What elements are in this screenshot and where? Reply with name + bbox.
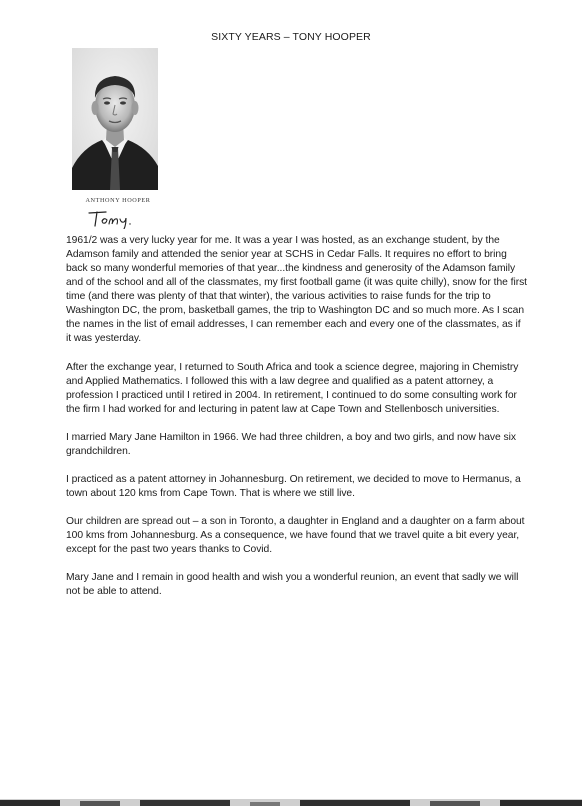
letter-body (66, 234, 528, 613)
portrait-photo (72, 48, 158, 190)
handwritten-signature (80, 207, 160, 229)
paragraph: I married Mary Jane Hamilton in 1966. We had three children, a boy and two girls, and now have six grandchildren. (66, 432, 516, 457)
scan-edge-strip (0, 793, 582, 800)
paragraph: I practiced as a patent attorney in Johannesburg. On retirement, we decided to move to Hermanus, a town about 120 kms from Cape Town. That is where we still live. (66, 474, 521, 499)
paragraph: Mary Jane and I remain in good health and wish you a wonderful reunion, an event that sadly we will not be able to attend. (66, 572, 519, 597)
paragraph: After the exchange year, I returned to South Africa and took a science degree, majoring in Chemistry and Applied Mathematics. I followed this with a law degree and qualified as a patent attorney, a profession I practiced until I retired in 2004. In retirement, I continued to do some consulting work for the firm I had worked for and lecturing in patent law at Cape Town and Stellenbosch universities. (66, 362, 519, 415)
photo-caption: ANTHONY HOOPER (85, 197, 151, 204)
page-title: SIXTY YEARS – TONY HOOPER (211, 31, 371, 43)
paragraph: 1961/2 was a very lucky year for me. It was a year I was hosted, as an exchange student, by the Adamson family and attended the senior year at SCHS in Cedar Falls. It requires no effort to bring back so many wonderful memories of that year...the kindness and generosity of the Adamson family and of the school and all of the classmates, my first football game (it was quite chilly), snow for the first time (and there was plenty of that that winter), the various activities to raise funds for the trip to Washington DC, the prom, basketball games, the trip to Washington DC and so much more. As I scan the names in the list of email addresses, I can remember each and every one of the classmates, as if it was yesterday. (66, 235, 527, 344)
paragraph: Our children are spread out – a son in Toronto, a daughter in England and a daughter on a farm about 100 kms from Johannesburg. As a consequence, we have found that we travel quite a bit every year, except for the past two years thanks to Covid. (66, 516, 525, 555)
